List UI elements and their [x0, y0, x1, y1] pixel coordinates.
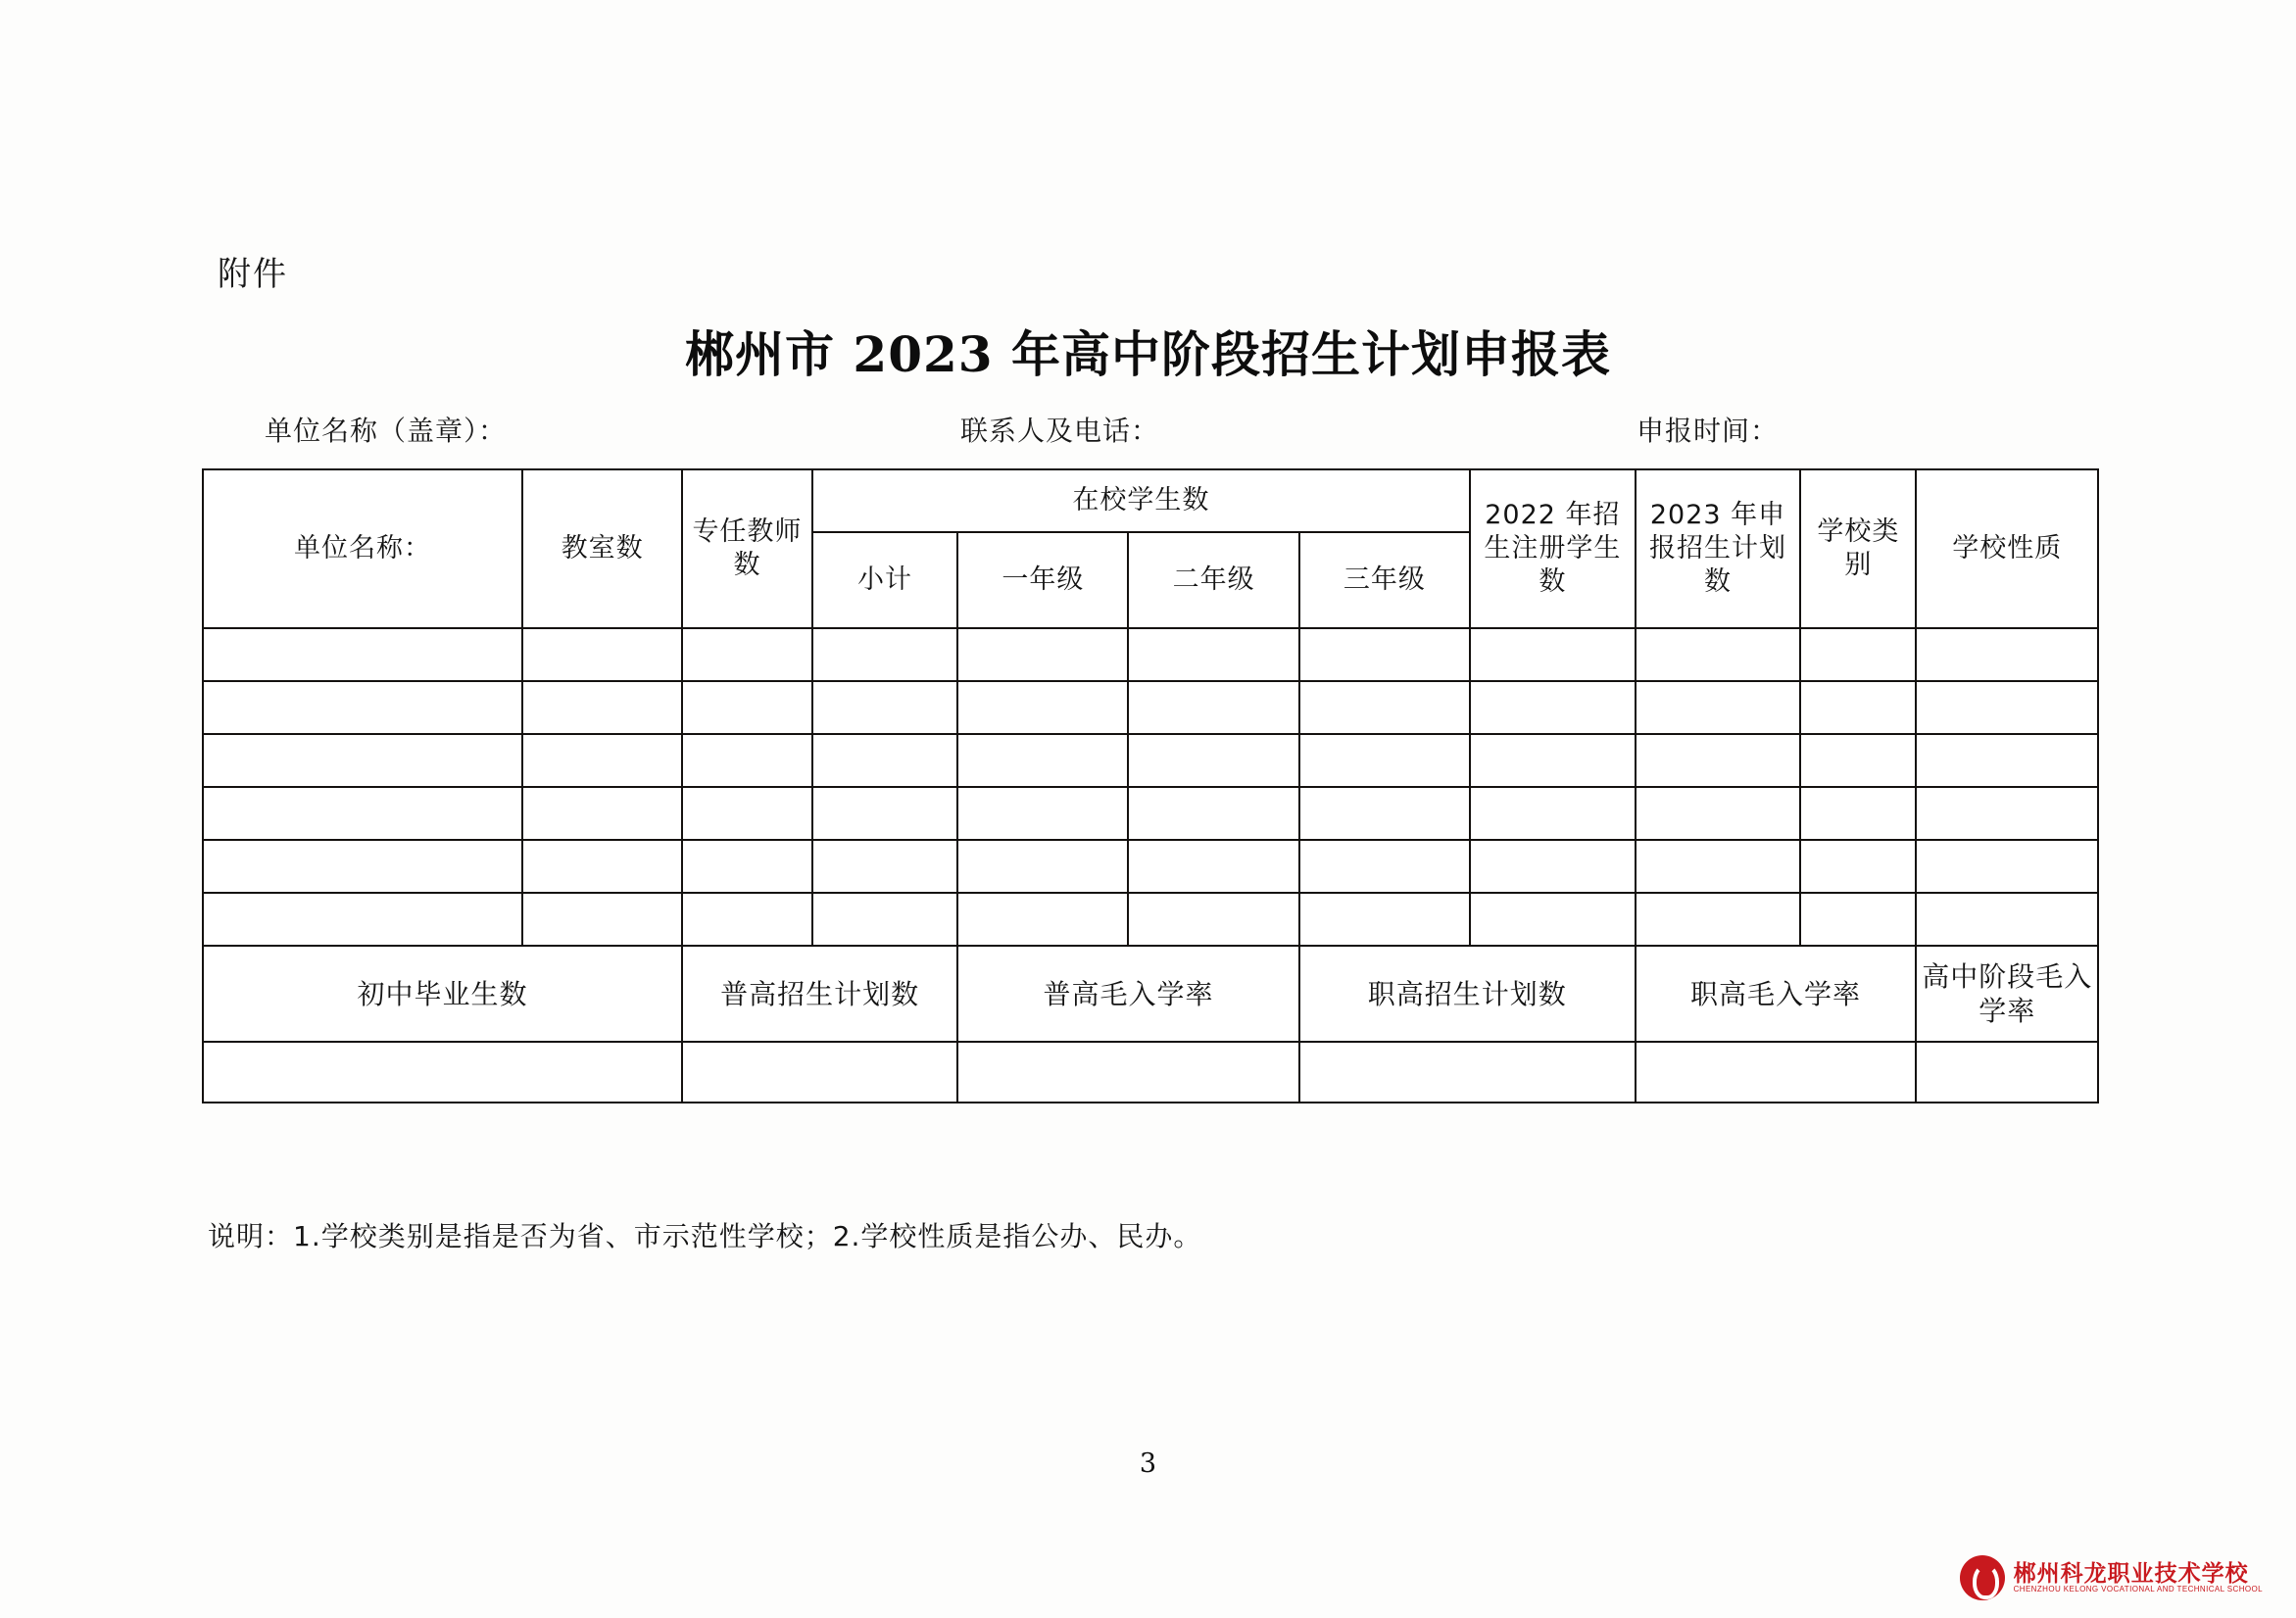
- summary-label-general-gross-rate: 普高毛入学率: [957, 946, 1299, 1042]
- cell-grade3[interactable]: [1299, 840, 1470, 893]
- cell-grade1[interactable]: [957, 893, 1128, 946]
- summary-label-vocational-gross-rate: 职高毛入学率: [1636, 946, 1917, 1042]
- cell-grade2[interactable]: [1128, 893, 1298, 946]
- main-table-wrapper: [202, 468, 2099, 1103]
- cell-grade1[interactable]: [957, 734, 1128, 787]
- cell-school-category[interactable]: [1800, 734, 1916, 787]
- table-header-row-1: [203, 469, 2098, 532]
- summary-label-junior-graduates: 初中毕业生数: [203, 946, 682, 1042]
- cell-school-nature[interactable]: [1916, 628, 2098, 681]
- header-subtotal: 小计: [812, 532, 957, 628]
- cell-grade3[interactable]: [1299, 681, 1470, 734]
- table-note: 说明：1.学校类别是指是否为省、市示范性学校；2.学校性质是指公办、民办。: [208, 1220, 1202, 1252]
- cell-classrooms[interactable]: [522, 734, 682, 787]
- page-number: 3: [1139, 1448, 1157, 1479]
- cell-grade2[interactable]: [1128, 628, 1298, 681]
- cell-teachers[interactable]: [682, 734, 812, 787]
- logo-name-en: CHENZHOU KELONG VOCATIONAL AND TECHNICAL SCHOOL: [2013, 1584, 2263, 1593]
- header-teachers: 专任教师数: [682, 469, 812, 628]
- summary-value-vocational-gross-rate[interactable]: [1636, 1042, 1917, 1103]
- cell-plan-2023[interactable]: [1636, 787, 1801, 840]
- cell-reg-2022[interactable]: [1470, 840, 1636, 893]
- header-enrolled-group: 在校学生数: [812, 469, 1470, 532]
- cell-classrooms[interactable]: [522, 840, 682, 893]
- cell-grade1[interactable]: [957, 840, 1128, 893]
- cell-subtotal[interactable]: [812, 681, 957, 734]
- cell-subtotal[interactable]: [812, 893, 957, 946]
- cell-unit-name[interactable]: [203, 840, 522, 893]
- flame-icon: [1960, 1555, 2005, 1600]
- table-row[interactable]: [203, 840, 2098, 893]
- cell-unit-name[interactable]: [203, 893, 522, 946]
- header-plan-2023: 2023 年申报招生计划数: [1636, 469, 1801, 628]
- cell-grade3[interactable]: [1299, 787, 1470, 840]
- summary-label-vocational-plan: 职高招生计划数: [1299, 946, 1636, 1042]
- cell-teachers[interactable]: [682, 840, 812, 893]
- page-title: 郴州市 2023 年高中阶段招生计划申报表: [685, 325, 1611, 383]
- table-row[interactable]: [203, 787, 2098, 840]
- summary-label-row: [203, 946, 2098, 1042]
- cell-classrooms[interactable]: [522, 893, 682, 946]
- enrollment-plan-table: [202, 468, 2099, 1103]
- summary-value-highschool-gross-rate[interactable]: [1916, 1042, 2098, 1103]
- header-grade1: 一年级: [957, 532, 1128, 628]
- table-row[interactable]: [203, 893, 2098, 946]
- cell-school-nature[interactable]: [1916, 840, 2098, 893]
- cell-unit-name[interactable]: [203, 681, 522, 734]
- header-unit-name: 单位名称：: [203, 469, 522, 628]
- cell-subtotal[interactable]: [812, 840, 957, 893]
- cell-grade2[interactable]: [1128, 787, 1298, 840]
- cell-school-category[interactable]: [1800, 787, 1916, 840]
- cell-plan-2023[interactable]: [1636, 840, 1801, 893]
- cell-subtotal[interactable]: [812, 787, 957, 840]
- cell-classrooms[interactable]: [522, 681, 682, 734]
- cell-grade1[interactable]: [957, 628, 1128, 681]
- cell-teachers[interactable]: [682, 787, 812, 840]
- cell-unit-name[interactable]: [203, 787, 522, 840]
- cell-school-category[interactable]: [1800, 681, 1916, 734]
- cell-teachers[interactable]: [682, 681, 812, 734]
- cell-school-nature[interactable]: [1916, 787, 2098, 840]
- cell-grade3[interactable]: [1299, 893, 1470, 946]
- table-row[interactable]: [203, 734, 2098, 787]
- summary-value-general-plan[interactable]: [682, 1042, 957, 1103]
- logo-text: [2014, 1562, 2263, 1594]
- cell-grade3[interactable]: [1299, 734, 1470, 787]
- meta-report-time: 申报时间：: [1637, 415, 1780, 447]
- header-school-nature: 学校性质: [1916, 469, 2098, 628]
- cell-school-nature[interactable]: [1916, 681, 2098, 734]
- meta-row: [265, 410, 2120, 449]
- cell-reg-2022[interactable]: [1470, 893, 1636, 946]
- cell-teachers[interactable]: [682, 893, 812, 946]
- cell-school-category[interactable]: [1800, 840, 1916, 893]
- cell-grade2[interactable]: [1128, 681, 1298, 734]
- cell-classrooms[interactable]: [522, 787, 682, 840]
- table-row[interactable]: [203, 681, 2098, 734]
- cell-teachers[interactable]: [682, 628, 812, 681]
- meta-unit-name: 单位名称（盖章）：: [265, 415, 508, 447]
- cell-subtotal[interactable]: [812, 628, 957, 681]
- logo-name-cn: 郴州科龙职业技术学校: [2013, 1560, 2249, 1587]
- cell-grade3[interactable]: [1299, 628, 1470, 681]
- cell-plan-2023[interactable]: [1636, 628, 1801, 681]
- cell-classrooms[interactable]: [522, 628, 682, 681]
- cell-school-nature[interactable]: [1916, 734, 2098, 787]
- table-row[interactable]: [203, 628, 2098, 681]
- cell-grade1[interactable]: [957, 681, 1128, 734]
- cell-subtotal[interactable]: [812, 734, 957, 787]
- cell-school-category[interactable]: [1800, 893, 1916, 946]
- cell-plan-2023[interactable]: [1636, 734, 1801, 787]
- header-grade3: 三年级: [1299, 532, 1470, 628]
- summary-label-highschool-gross-rate: 高中阶段毛入学率: [1916, 946, 2098, 1042]
- cell-reg-2022[interactable]: [1470, 734, 1636, 787]
- summary-value-row[interactable]: [203, 1042, 2098, 1103]
- header-classrooms: 教室数: [522, 469, 682, 628]
- cell-reg-2022[interactable]: [1470, 681, 1636, 734]
- cell-plan-2023[interactable]: [1636, 893, 1801, 946]
- attachment-label: 附件: [218, 255, 288, 294]
- header-grade2: 二年级: [1128, 532, 1298, 628]
- header-reg-2022: 2022 年招生注册学生数: [1470, 469, 1636, 628]
- cell-grade2[interactable]: [1128, 734, 1298, 787]
- cell-reg-2022[interactable]: [1470, 787, 1636, 840]
- summary-label-general-plan: 普高招生计划数: [682, 946, 957, 1042]
- cell-grade1[interactable]: [957, 787, 1128, 840]
- cell-school-category[interactable]: [1800, 628, 1916, 681]
- summary-value-junior-graduates[interactable]: [203, 1042, 682, 1103]
- cell-school-nature[interactable]: [1916, 893, 2098, 946]
- summary-value-vocational-plan[interactable]: [1299, 1042, 1636, 1103]
- school-logo: [1960, 1555, 2263, 1600]
- cell-grade2[interactable]: [1128, 840, 1298, 893]
- meta-contact: 联系人及电话：: [960, 415, 1160, 447]
- header-school-category: 学校类别: [1800, 469, 1916, 628]
- cell-unit-name[interactable]: [203, 628, 522, 681]
- summary-value-general-gross-rate[interactable]: [957, 1042, 1299, 1103]
- cell-plan-2023[interactable]: [1636, 681, 1801, 734]
- cell-unit-name[interactable]: [203, 734, 522, 787]
- cell-reg-2022[interactable]: [1470, 628, 1636, 681]
